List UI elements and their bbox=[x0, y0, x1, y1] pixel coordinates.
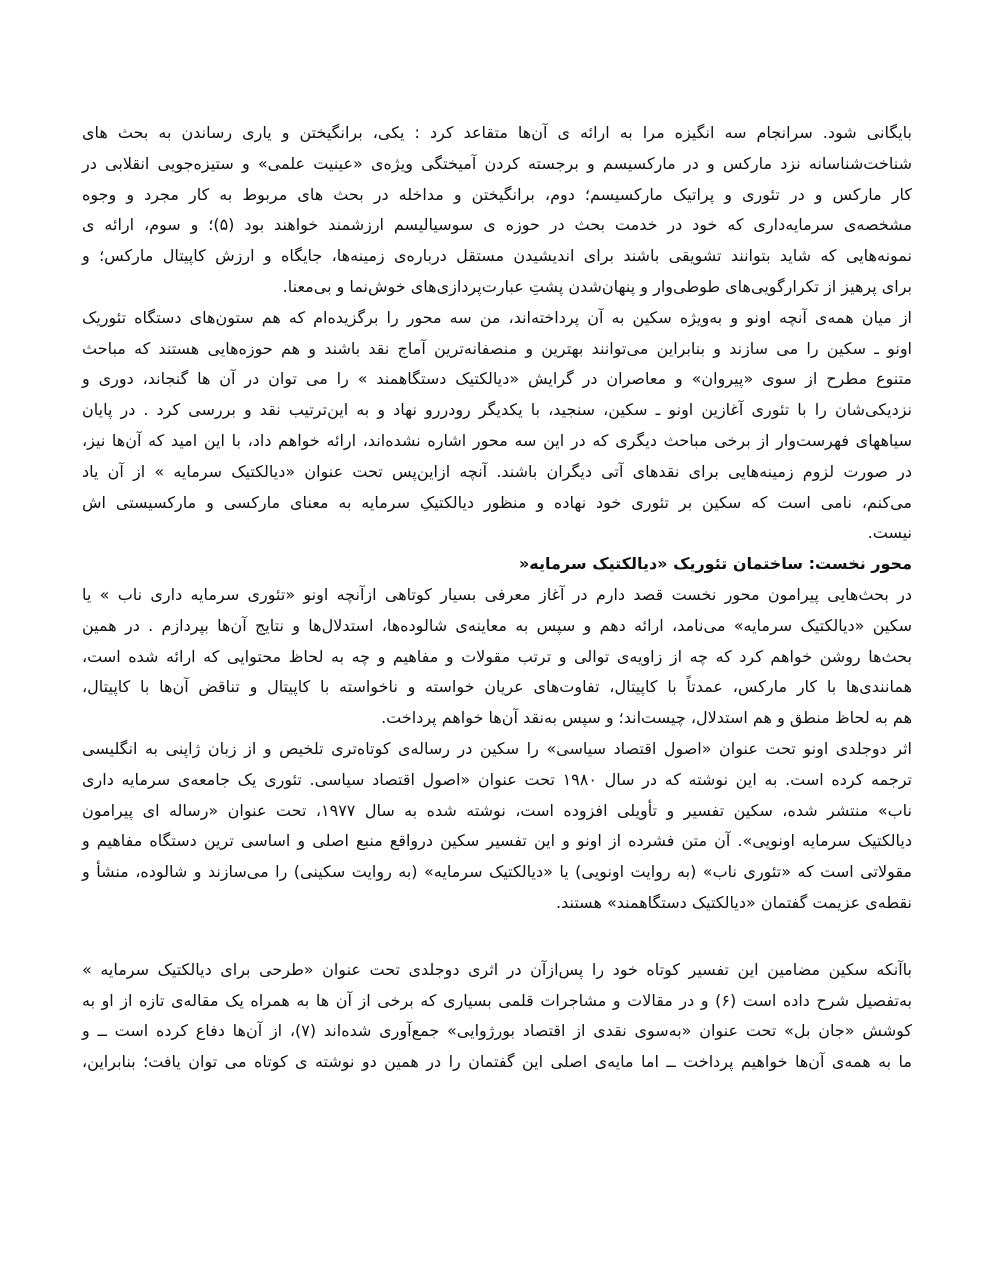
text-line: کار مارکس و در تئوری و پراتیک مارکسیسم؛ دوم، برانگیختن و مداخله در بحث های مربوط به کار مجرد و وجوه bbox=[82, 184, 912, 204]
text-line: همانندی‌ها با کار مارکس، عمدتاً با کاپیتال، تفاوت‌های عریان خواسته و ناخواسته با کاپیتال و تناقض آن‌ها با کاپیتال، bbox=[82, 677, 912, 697]
text-line: ناب» منتشر شده، سکین تفسیر و تأویلی افزوده است، نوشته شده به سال ۱۹۷۷، تحت عنوان «رساله ای پیرامون bbox=[82, 800, 913, 820]
text-line: ترجمه کرده است. به این نوشته که در سال ۱۹۸۰ تحت عنوان «اصول اقتصاد سیاسی. تئوری یک جامعه‌ی سرمایه داری bbox=[82, 769, 913, 789]
text-line: بایگانی شود. سرانجام سه انگیزه مرا به ارائه ی آن‌ها متقاعد کرد : یکی، برانگیختن و یاری رساندن به بحث های bbox=[82, 123, 912, 142]
paragraph-sekine-work bbox=[82, 955, 912, 1078]
text-line: باآنکه سکین مضامین این تفسیر کوتاه خود را پس‌ازآن در اثری دوجلدی تحت عنوان «طرحی برای دیالکتیک سرمایه » bbox=[82, 959, 912, 979]
text-line: در صورت لزوم زمینه‌هایی برای نقدهای آتی دیگران باشند. آنچه ازاین‌پس تحت عنوان «دیالکتیک سرمایه » از آن یاد bbox=[82, 461, 912, 481]
text-line: مشخصه‌ی سرمایه‌داری که خود در خدمت بحث در حوزه ی سوسیالیسم ارزشمند خواهند بود (۵)؛ و سوم، ارائه ی bbox=[82, 215, 913, 235]
paragraph-three-axes bbox=[82, 303, 912, 549]
text-line: بحث‌ها روشن خواهم کرد که چه از زاویه‌ی توالی و ترتب مقولات و مفاهیم و چه به لحاظ محتوایی که ارائه شده است، bbox=[82, 646, 912, 666]
text-line: شناخت‌شناسانه نزد مارکس و در مارکسیسم و برجسته کردن آمیختگی ویژه‌ی «عینیت علمی» و ستیزه‌جویی انقلابی در bbox=[82, 153, 912, 173]
text-line: هم به لحاظ منطق و هم استدلال، چیست‌اند؛ و سپس به‌نقد آن‌ها خواهم پرداخت. bbox=[381, 708, 912, 728]
text-line: نزدیکی‌شان را با تئوری آغازین اونو ـ سکین، سنجید، با یکدیگر رودررو نهاد و به این‌ترتیب نقد و بررسی کرد . در پایان bbox=[82, 400, 912, 420]
section-heading: محور نخست: ساختمان تئوریک «دیالکتیک سرمایه« bbox=[518, 554, 912, 574]
paragraph-uno-work bbox=[82, 734, 912, 919]
text-line: اونو ـ سکین را می سازند و بنابراین می‌توانند بهترین و منصفانه‌ترین آماج نقد باشند و هم حوزه‌هایی هستند که مباحث bbox=[82, 338, 912, 358]
text-line: نمونه‌هایی که شاید بتوانند تشویقی باشند برای اندیشیدن مستقل درباره‌ی زمینه‌ها، جایگاه و ارزش کاپیتال مارکس؛ و bbox=[82, 246, 912, 266]
text-line: به‌تفصیل شرح داده است (۶) و در مقالات و مشاجرات قلمی بسیاری که برخی از آن ها به همراه یک مقاله‌ی تازه از او به bbox=[82, 990, 912, 1010]
paragraph-first-axis bbox=[82, 580, 912, 734]
paragraph-gap bbox=[82, 919, 912, 955]
text-line: می‌کنم، نامی است که سکین بر تئوری خود نهاده و منظور دیالکتیکِ سرمایه به معنای مارکسی و مارکسیستی اش bbox=[82, 492, 912, 512]
text-line: از میان همه‌ی آنچه اونو و به‌ویژه سکین به آن پرداخته‌اند، من سه محور را برگزیده‌ام که هم ستون‌های دستگاه تئوریک bbox=[82, 307, 912, 327]
text-line: اثر دوجلدی اونو تحت عنوان «اصول اقتصاد سیاسی» را سکین در رساله‌ی کوتاه‌تری تلخیص و از زبان ژاپنی به انگلیسی bbox=[82, 738, 912, 758]
text-line: سیاههای فهرست‌وار از برخی مباحث دیگری که در این سه محور اشاره نشده‌اند، ارائه خواهم داد، با این امید که آن‌ها نیز، bbox=[82, 430, 912, 450]
text-line: کوشش «جان بل» تحت عنوان «به‌سوی نقدی از اقتصاد بورژوایی» جمع‌آوری شده‌اند (۷)، از آن‌ها دفاع کرده است ــ و bbox=[82, 1021, 913, 1041]
text-line: ما به همه‌ی آن‌ها خواهیم پرداخت ــ اما مایه‌ی اصلی این گفتمان را در همین دو نوشته ی کوتاه می توان یافت؛ بنابراین، bbox=[82, 1052, 912, 1072]
text-line: متنوع مطرح از سوی «پیروان» و معاصران در گرایش «دیالکتیک دستگاهمند » را می توان در آن ها گنجاند، دوری و bbox=[82, 369, 912, 389]
text-line: در بحث‌هایی پیرامون محور نخست قصد دارم در آغاز معرفی بسیار کوتاهی ازآنچه اونو «تئوری سرمایه داری ناب » یا bbox=[82, 584, 912, 604]
text-line: سکین «دیالکتیک سرمایه» می‌نامد، ارائه دهم و سپس به معاینه‌ی شالوده‌ها، استدلال‌ها و نتایج آن‌ها بپردازم . در همین bbox=[82, 615, 912, 635]
text-line: مقولاتی است که «تئوری ناب» (به روایت اونویی) یا «دیالکتیک سرمایه» (به روایت سکینی) را می‌سازند و شالوده، منشأ و bbox=[82, 862, 912, 882]
document-page bbox=[82, 118, 912, 1078]
paragraph-intro bbox=[82, 118, 912, 303]
text-line: نیست. bbox=[867, 523, 912, 543]
text-line: برای پرهیز از تکرارگویی‌های طوطی‌وار و پنهان‌شدن پشتِ عبارت‌پردازی‌های خوش‌نما و بی‌معنا. bbox=[282, 276, 912, 296]
text-line: نقطه‌ی عزیمت گفتمان «دیالکتیک دستگاهمند» هستند. bbox=[556, 892, 912, 912]
text-line: دیالکتیک سرمایه اونویی». آن متن فشرده از اونو و این تفسیر سکین درواقع منبع اصلی و اساسی ترین دستگاه مفاهیم و bbox=[82, 831, 912, 851]
